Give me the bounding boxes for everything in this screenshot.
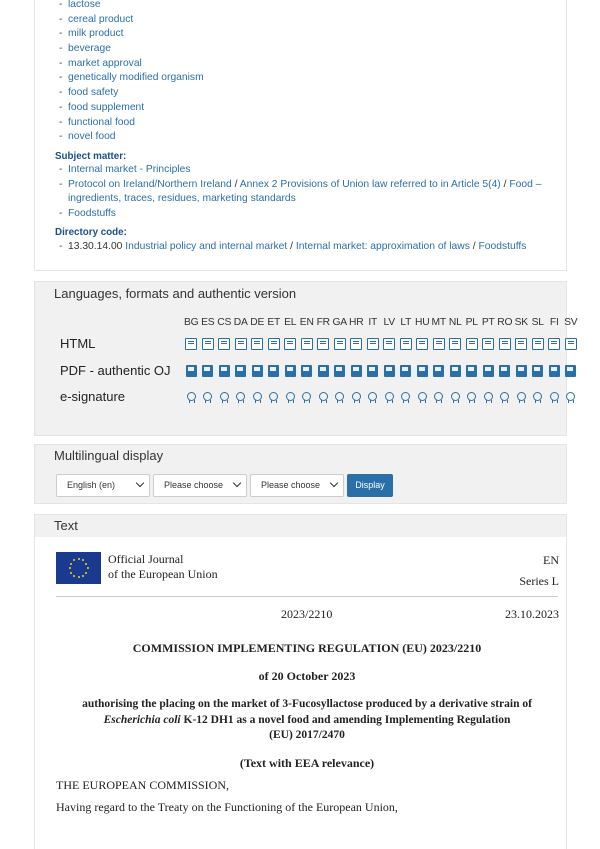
directory-code-list xyxy=(59,240,549,255)
subject-link-foodstuffs[interactable]: Foodstuffs xyxy=(68,208,116,220)
directory-link-foodstuffs[interactable]: Foodstuffs xyxy=(478,241,527,252)
signature-seal-icon[interactable] xyxy=(332,391,349,401)
display-button[interactable]: Display xyxy=(347,474,393,497)
keyword-link[interactable]: cereal product xyxy=(68,13,134,25)
html-doc-icon[interactable] xyxy=(233,338,250,350)
signature-seal-icon[interactable] xyxy=(266,391,283,401)
language-select-2[interactable]: Please choose xyxy=(153,474,247,497)
chevron-down-icon xyxy=(330,479,338,487)
directory-code-label: Directory code: xyxy=(55,227,127,238)
language-code: HR xyxy=(349,317,364,328)
language-code: ET xyxy=(267,317,281,328)
keyword-link[interactable]: beverage xyxy=(68,43,111,55)
keyword-link[interactable]: lactose xyxy=(68,0,101,10)
pdf-doc-icon[interactable] xyxy=(431,365,448,377)
keyword-link[interactable]: functional food xyxy=(68,116,135,128)
html-doc-icon[interactable] xyxy=(266,338,283,350)
chevron-down-icon xyxy=(136,479,144,487)
oj-series xyxy=(519,550,559,592)
list-item xyxy=(59,207,549,222)
keyword-link[interactable]: genetically modified organism xyxy=(68,72,204,84)
language-code: NL xyxy=(448,317,462,328)
keyword-item xyxy=(59,13,204,28)
html-doc-icon[interactable] xyxy=(348,338,365,350)
keyword-link[interactable]: milk product xyxy=(68,28,124,40)
language-code: EN xyxy=(299,317,314,328)
pdf-doc-icon[interactable] xyxy=(546,365,563,377)
list-item: - Protocol on Ireland/Northern Ireland / Annex 2 Provisions of Union law referred to in Article 5(4) / Food – ingredients, traces, residues, marketing standards xyxy=(59,178,549,207)
keyword-item xyxy=(59,101,204,116)
oj-number: 2023/2210 xyxy=(281,607,333,621)
html-doc-icon[interactable] xyxy=(447,338,464,350)
keyword-item xyxy=(59,71,204,86)
pdf-doc-icon[interactable] xyxy=(563,365,580,377)
language-select-1[interactable]: English (en) xyxy=(56,474,150,497)
pdf-doc-icon[interactable] xyxy=(414,365,431,377)
signature-seal-icon[interactable] xyxy=(464,391,481,401)
pdf-doc-icon[interactable] xyxy=(530,365,547,377)
signature-seal-icon[interactable] xyxy=(398,391,415,401)
language-code: SK xyxy=(514,317,528,328)
directory-link-industrial[interactable]: Industrial policy and internal market xyxy=(125,241,288,252)
keyword-item xyxy=(59,130,204,145)
pdf-doc-icon[interactable] xyxy=(398,365,415,377)
html-doc-icon[interactable] xyxy=(183,338,200,350)
row-label-pdf: PDF - authentic OJ xyxy=(60,363,171,378)
signature-seal-icon[interactable] xyxy=(249,391,266,401)
html-doc-icon[interactable] xyxy=(497,338,514,350)
language-code: SL xyxy=(531,317,544,328)
signature-seal-icon[interactable] xyxy=(282,391,299,401)
signature-seal-icon[interactable] xyxy=(480,391,497,401)
pdf-doc-icon[interactable] xyxy=(299,365,316,377)
subject-matter-list xyxy=(59,163,549,222)
keyword-link[interactable]: novel food xyxy=(68,131,116,143)
signature-seal-icon[interactable] xyxy=(200,391,217,401)
oj-series-label: Series L xyxy=(519,574,559,588)
language-code: HU xyxy=(415,317,430,328)
language-code: LT xyxy=(400,317,412,328)
keyword-item xyxy=(59,0,204,13)
pdf-doc-icon[interactable] xyxy=(447,365,464,377)
keyword-link[interactable]: food supplement xyxy=(68,101,145,113)
subject-link-food[interactable]: Food – xyxy=(509,178,542,190)
language-code: LV xyxy=(383,317,395,328)
html-doc-icon[interactable] xyxy=(464,338,481,350)
html-doc-icon[interactable] xyxy=(563,338,580,350)
html-doc-icon[interactable] xyxy=(530,338,547,350)
subject-link-protocol[interactable]: Protocol on Ireland/Northern Ireland xyxy=(68,178,232,190)
list-item: - 13.30.14.00 Industrial policy and internal market / Internal market: approximation of laws / Foodstuffs xyxy=(59,240,549,255)
pdf-icons-row xyxy=(183,365,579,377)
html-doc-icon[interactable] xyxy=(480,338,497,350)
pdf-doc-icon[interactable] xyxy=(315,365,332,377)
signature-seal-icon[interactable] xyxy=(447,391,464,401)
signature-seal-icon[interactable] xyxy=(414,391,431,401)
text-panel-title: Text xyxy=(54,518,78,533)
keyword-link[interactable]: market approval xyxy=(68,57,142,69)
language-code: BG xyxy=(184,317,199,328)
language-code: EL xyxy=(284,317,297,328)
signature-seal-icon[interactable] xyxy=(513,391,530,401)
classification-panel xyxy=(34,0,567,271)
commission-line: THE EUROPEAN COMMISSION, xyxy=(56,778,230,792)
signature-seal-icon[interactable] xyxy=(299,391,316,401)
language-code: ES xyxy=(201,317,215,328)
eu-flag-icon xyxy=(56,552,101,584)
eurovoc-list xyxy=(59,0,204,145)
signature-seal-icon[interactable] xyxy=(497,391,514,401)
signature-seal-icon[interactable] xyxy=(546,391,563,401)
pdf-doc-icon[interactable] xyxy=(183,365,200,377)
keyword-item xyxy=(59,42,204,57)
oj-language: EN xyxy=(543,553,559,567)
multilingual-title: Multilingual display xyxy=(54,448,164,463)
pdf-doc-icon[interactable] xyxy=(348,365,365,377)
language-code: CS xyxy=(217,317,232,328)
html-doc-icon[interactable] xyxy=(431,338,448,350)
subject-link-annex2[interactable]: Annex 2 Provisions of Union law referred to in Article 5(4) xyxy=(239,178,501,190)
language-code: MT xyxy=(431,317,446,328)
signature-seal-icon[interactable] xyxy=(233,391,250,401)
language-code: DA xyxy=(233,317,248,328)
pdf-doc-icon[interactable] xyxy=(282,365,299,377)
html-doc-icon[interactable] xyxy=(315,338,332,350)
language-code: PL xyxy=(465,317,478,328)
directory-code-number: 13.30.14.00 xyxy=(68,241,123,252)
language-code: DE xyxy=(250,317,265,328)
signature-seal-icon[interactable] xyxy=(183,391,200,401)
html-doc-icon[interactable] xyxy=(249,338,266,350)
signature-seal-icon[interactable] xyxy=(216,391,233,401)
html-doc-icon[interactable] xyxy=(299,338,316,350)
language-code: GA xyxy=(332,317,347,328)
keyword-link[interactable]: food safety xyxy=(68,87,119,99)
pdf-doc-icon[interactable] xyxy=(266,365,283,377)
signature-seal-icon[interactable] xyxy=(365,391,382,401)
oj-date: 23.10.2023 xyxy=(505,607,559,621)
pdf-doc-icon[interactable] xyxy=(365,365,382,377)
regulation-title: authorising the placing on the market of 3-Fucosyllactose produced by a derivative strain of Escherichia coli K-12 DH1 as a novel food and amending Implementing Regulation (EU) 2017/2470 xyxy=(82,698,532,741)
row-label-signature: e-signature xyxy=(60,389,126,404)
subject-link-food-cont[interactable]: ingredients, traces, residues, marketing standards xyxy=(68,193,296,205)
html-doc-icon[interactable] xyxy=(381,338,398,350)
pdf-doc-icon[interactable] xyxy=(381,365,398,377)
pdf-doc-icon[interactable] xyxy=(200,365,217,377)
language-code: RO xyxy=(497,317,513,328)
languages-panel-title: Languages, formats and authentic version xyxy=(54,286,297,301)
html-doc-icon[interactable] xyxy=(332,338,349,350)
subject-link-internal-market[interactable]: Internal market - Principles xyxy=(68,164,191,175)
signature-seal-icon[interactable] xyxy=(431,391,448,401)
language-code: FI xyxy=(549,317,559,328)
signature-icons-row xyxy=(183,391,579,401)
pdf-doc-icon[interactable] xyxy=(332,365,349,377)
regulation-heading: COMMISSION IMPLEMENTING REGULATION (EU) 2023/2210 xyxy=(132,641,482,655)
pdf-doc-icon[interactable] xyxy=(513,365,530,377)
pdf-doc-icon[interactable] xyxy=(464,365,481,377)
regulation-date: of 20 October 2023 xyxy=(258,669,356,683)
html-doc-icon[interactable] xyxy=(216,338,233,350)
keyword-item xyxy=(59,86,204,101)
html-doc-icon[interactable] xyxy=(513,338,530,350)
language-code: FR xyxy=(316,317,330,328)
language-code: IT xyxy=(368,317,378,328)
row-label-html: HTML xyxy=(60,336,96,351)
pdf-doc-icon[interactable] xyxy=(249,365,266,377)
signature-seal-icon[interactable] xyxy=(530,391,547,401)
pdf-doc-icon[interactable] xyxy=(497,365,514,377)
html-doc-icon[interactable] xyxy=(414,338,431,350)
subject-matter-label: Subject matter: xyxy=(55,151,127,162)
eea-relevance: (Text with EEA relevance) xyxy=(239,756,375,770)
signature-seal-icon[interactable] xyxy=(563,391,580,401)
regard-line: Having regard to the Treaty on the Functioning of the European Union, xyxy=(56,800,398,814)
html-doc-icon[interactable] xyxy=(365,338,382,350)
signature-seal-icon[interactable] xyxy=(348,391,365,401)
keyword-item xyxy=(59,57,204,72)
oj-name: Official Journal of the European Union xyxy=(108,552,218,581)
language-codes xyxy=(183,317,579,328)
html-doc-icon[interactable] xyxy=(546,338,563,350)
keyword-item xyxy=(59,116,204,131)
directory-link-internal[interactable]: Internal market: approximation of laws xyxy=(295,241,470,252)
divider xyxy=(56,596,558,597)
keyword-item xyxy=(59,27,204,42)
language-select-3[interactable]: Please choose xyxy=(250,474,344,497)
chevron-down-icon xyxy=(233,479,241,487)
signature-seal-icon[interactable] xyxy=(315,391,332,401)
list-item xyxy=(59,163,549,178)
signature-seal-icon[interactable] xyxy=(381,391,398,401)
language-code: PT xyxy=(481,317,495,328)
pdf-doc-icon[interactable] xyxy=(480,365,497,377)
pdf-doc-icon[interactable] xyxy=(216,365,233,377)
html-doc-icon[interactable] xyxy=(282,338,299,350)
languages-panel xyxy=(34,281,578,436)
html-doc-icon[interactable] xyxy=(398,338,415,350)
html-doc-icon[interactable] xyxy=(200,338,217,350)
pdf-doc-icon[interactable] xyxy=(233,365,250,377)
text-panel-header xyxy=(35,515,566,537)
language-code: SV xyxy=(564,317,578,328)
html-icons-row xyxy=(183,338,579,350)
